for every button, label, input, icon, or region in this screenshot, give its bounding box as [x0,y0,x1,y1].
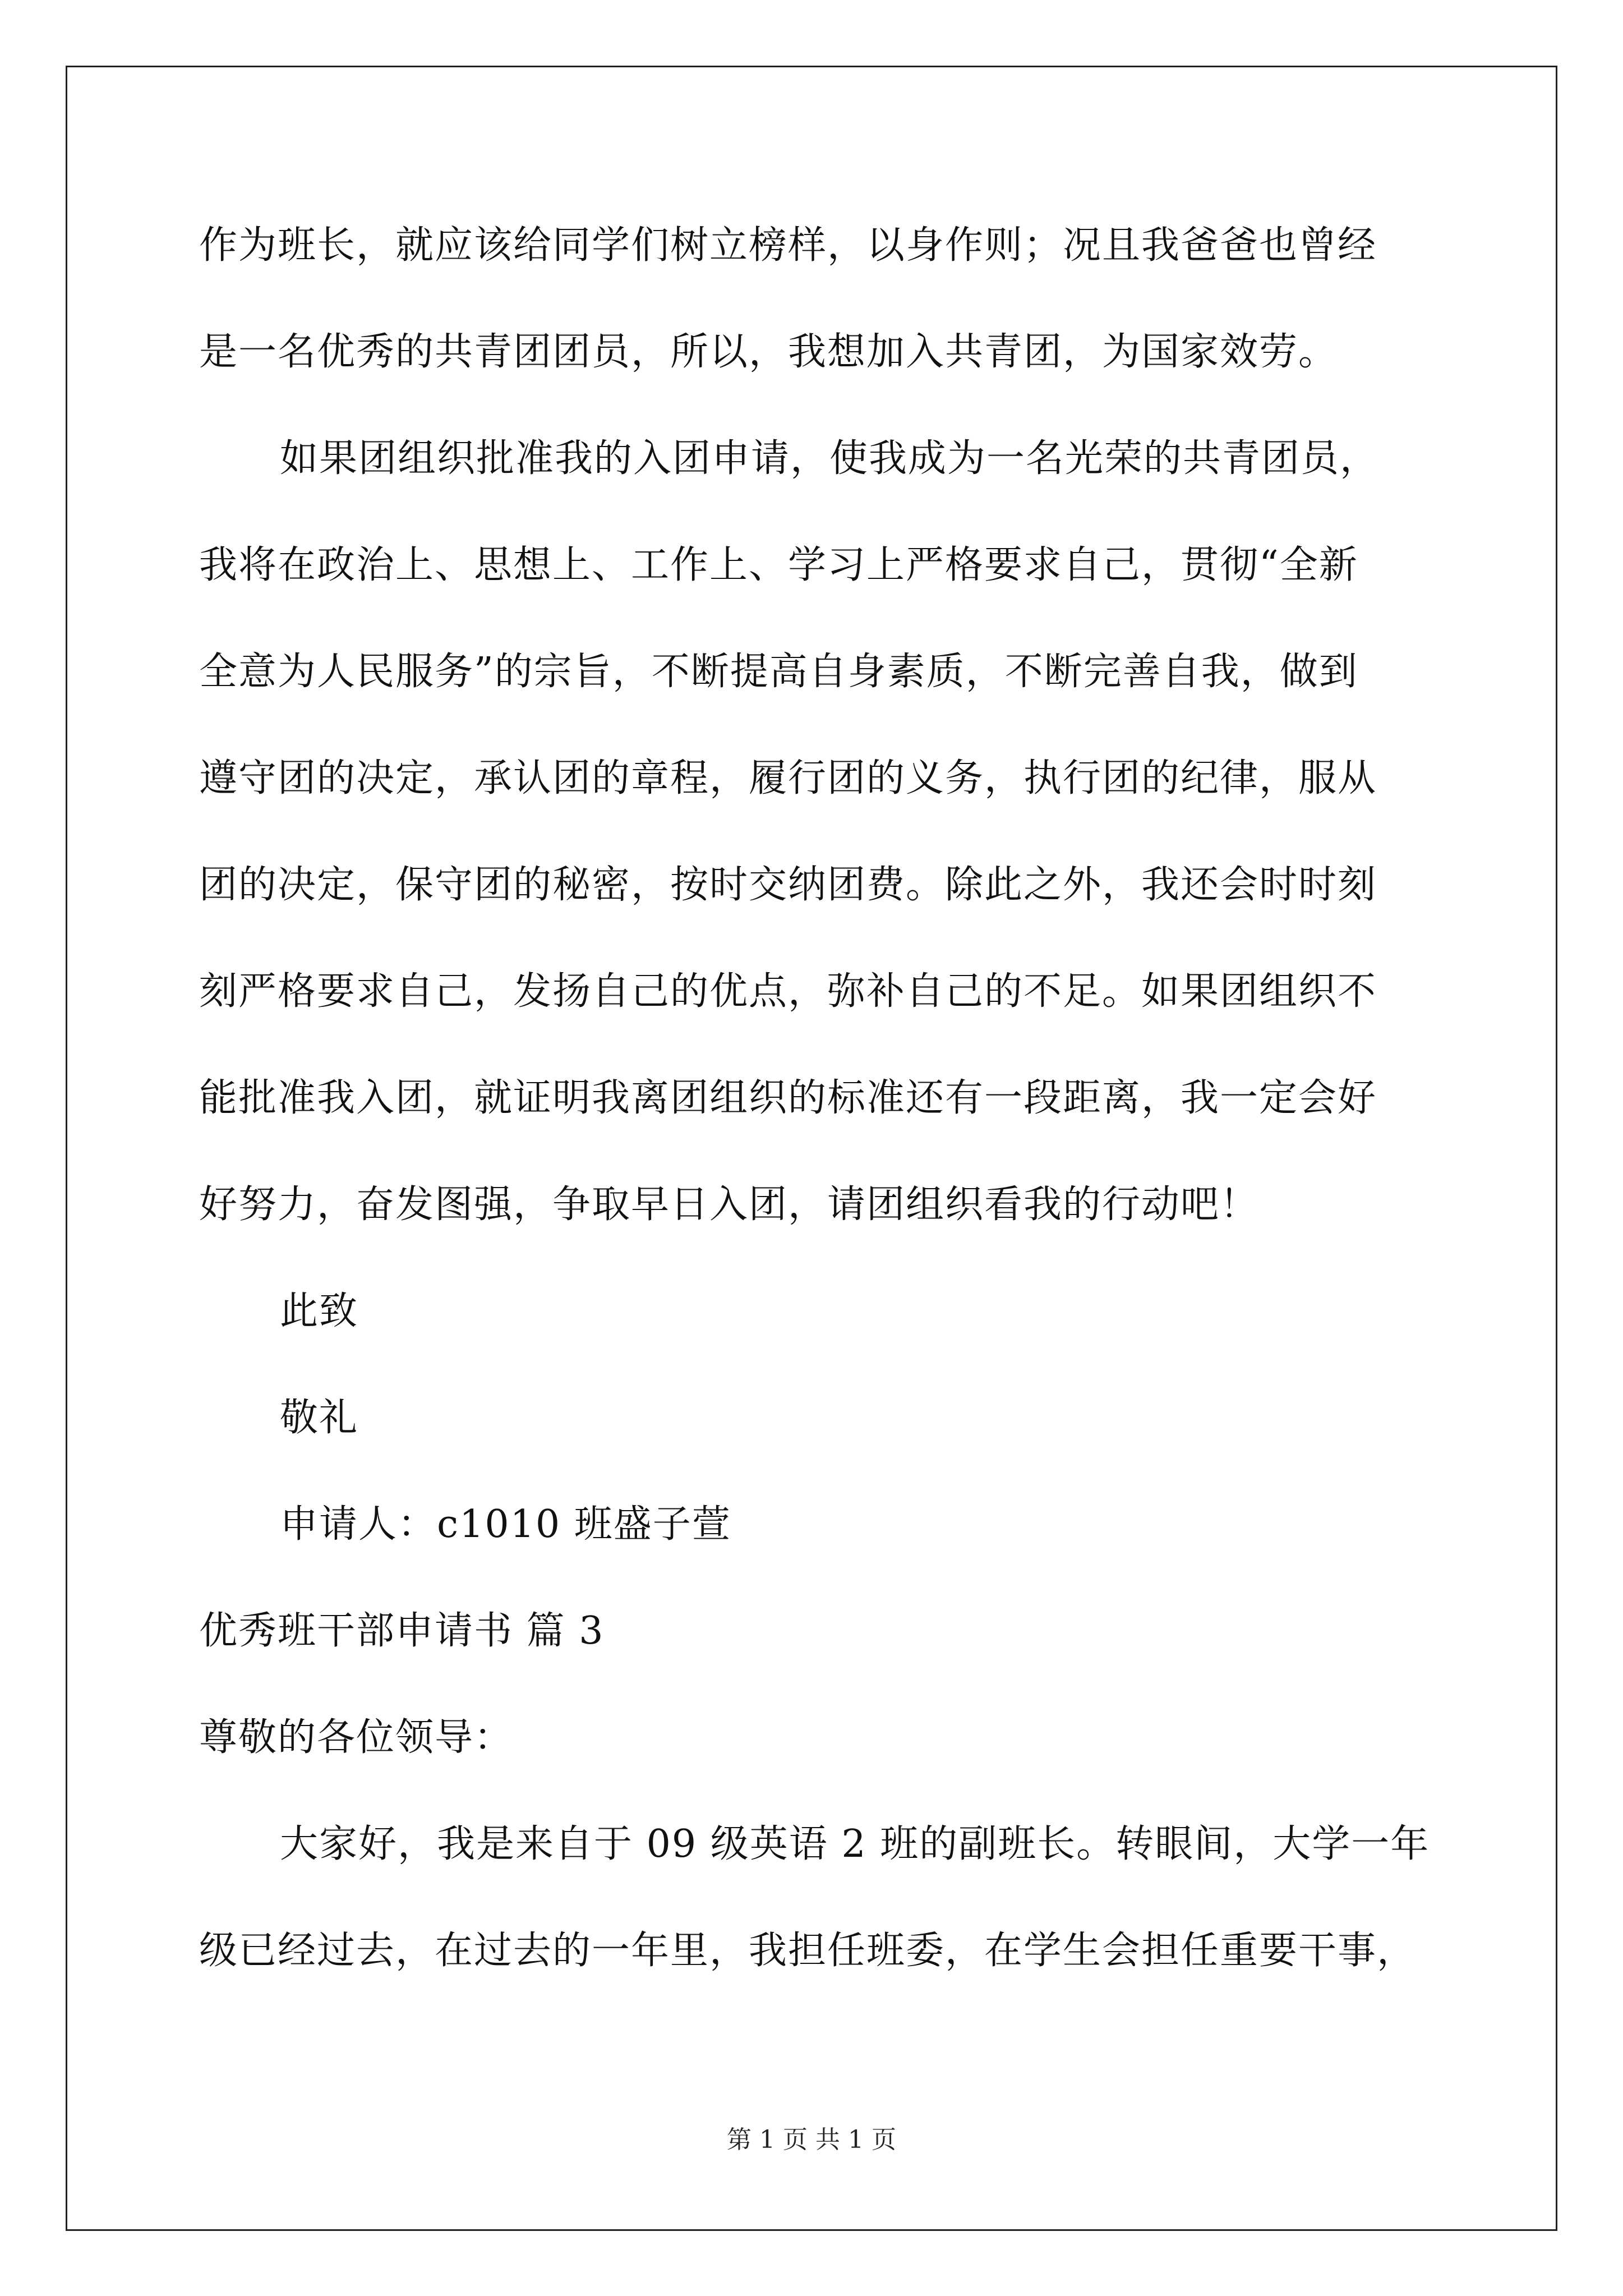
paragraph-line: 遵守团的决定，承认团的章程，履行团的义务，执行团的纪律，服从 [199,756,1377,800]
closing-salutation: 此致 [280,1289,359,1333]
paragraph-line: 能批准我入团，就证明我离团组织的标准还有一段距离，我一定会好 [199,1076,1377,1120]
applicant-signature: 申请人：c1010 班盛子萱 [280,1502,731,1547]
paragraph-line: 大家好，我是来自于 09 级英语 2 班的副班长。转眼间，大学一年 [280,1822,1430,1866]
paragraph-line: 级已经过去，在过去的一年里，我担任班委，在学生会担任重要干事， [199,1929,1417,1973]
paragraph-line: 好努力，奋发图强，争取早日入团，请团组织看我的行动吧！ [199,1182,1260,1227]
page-border [66,66,1557,2231]
paragraph-line: 是一名优秀的共青团团员，所以，我想加入共青团，为国家效劳。 [199,330,1338,374]
paragraph-line: 作为班长，就应该给同学们树立榜样，以身作则；况且我爸爸也曾经 [199,223,1377,268]
paragraph-line: 如果团组织批准我的入团申请，使我成为一名光荣的共青团员， [280,436,1380,481]
paragraph-line: 全意为人民服务”的宗旨，不断提高自身素质，不断完善自我，做到 [199,650,1358,694]
page-number-footer: 第 1 页 共 1 页 [727,2125,896,2154]
section-heading: 优秀班干部申请书 篇 3 [199,1609,605,1653]
paragraph-line: 刻严格要求自己，发扬自己的优点，弥补自己的不足。如果团组织不 [199,969,1377,1014]
paragraph-line: 我将在政治上、思想上、工作上、学习上严格要求自己，贯彻“全新 [199,543,1358,587]
letter-greeting: 尊敬的各位领导： [199,1715,514,1760]
paragraph-line: 团的决定，保守团的秘密，按时交纳团费。除此之外，我还会时时刻 [199,863,1377,907]
closing-regards: 敬礼 [280,1396,359,1440]
